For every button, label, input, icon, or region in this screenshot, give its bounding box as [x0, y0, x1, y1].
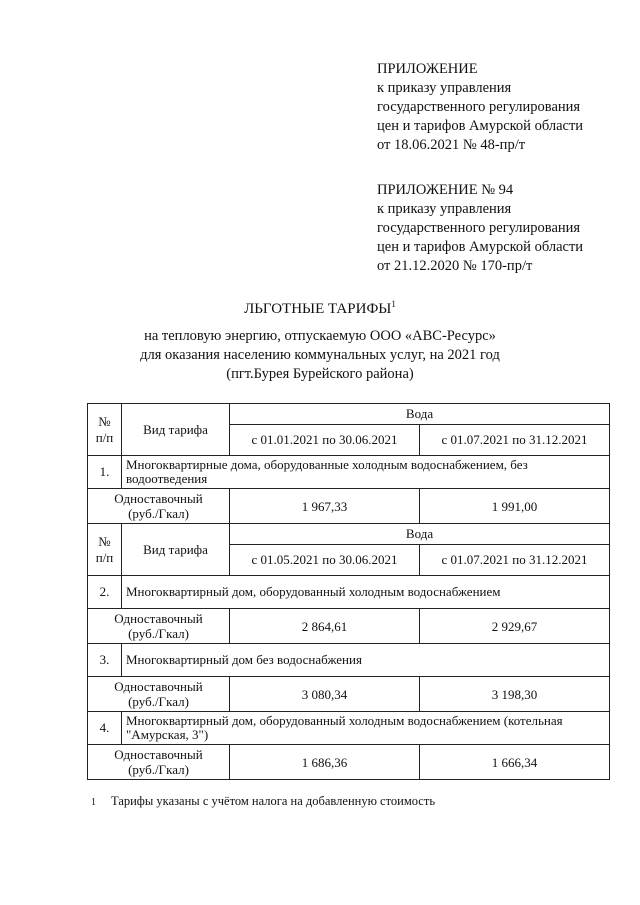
header-group: Вода: [230, 404, 610, 425]
header-type: Вид тарифа: [122, 404, 230, 456]
table-row: [88, 745, 610, 780]
table-header-row: [88, 524, 610, 545]
subtitle-line: (пгт.Бурея Бурейского района): [226, 366, 414, 382]
section-num: 4.: [88, 712, 122, 745]
table-row: [88, 576, 610, 609]
appendix-line: от 21.12.2020 № 170-пр/т: [377, 258, 533, 274]
title-text: ЛЬГОТНЫЕ ТАРИФЫ: [244, 301, 392, 317]
table-row: [88, 456, 610, 489]
section-name: Многоквартирные дома, оборудованные холодным водоснабжением, без водоотведения: [122, 456, 610, 489]
appendix-line: государственного регулирования: [377, 99, 581, 115]
table-row: [88, 644, 610, 677]
title-footnote-mark: 1: [391, 299, 396, 309]
header-num: № п/п: [88, 404, 122, 456]
appendix-line: цен и тарифов Амурской области: [377, 118, 584, 134]
rate-value-1: 1 967,33: [230, 489, 420, 524]
appendix-heading: ПРИЛОЖЕНИЕ № 94: [377, 182, 514, 198]
appendix-line: к приказу управления: [377, 201, 512, 217]
appendix-block-2: [377, 181, 583, 276]
rate-value-2: 1 991,00: [419, 489, 609, 524]
header-period-2: с 01.07.2021 по 31.12.2021: [419, 425, 609, 456]
appendix-line: от 18.06.2021 № 48-пр/т: [377, 137, 526, 153]
header-group: Вода: [230, 524, 610, 545]
footnote: [91, 794, 435, 809]
header-period-2: с 01.07.2021 по 31.12.2021: [419, 545, 609, 576]
section-num: 2.: [88, 576, 122, 609]
table-row: [88, 712, 610, 745]
section-name: Многоквартирный дом, оборудованный холодным водоснабжением (котельная "Амурская, 3"): [122, 712, 610, 745]
section-name: Многоквартирный дом без водоснабжения: [122, 644, 610, 677]
table-row: [88, 489, 610, 524]
subtitle-line: для оказания населению коммунальных услуг, на 2021 год: [140, 347, 500, 363]
appendix-heading: ПРИЛОЖЕНИЕ: [377, 61, 478, 77]
appendix-line: к приказу управления: [377, 80, 512, 96]
section-num: 1.: [88, 456, 122, 489]
rate-value-1: 3 080,34: [230, 677, 420, 712]
appendix-line: государственного регулирования: [377, 220, 581, 236]
header-num: № п/п: [88, 524, 122, 576]
appendix-block-1: [377, 60, 583, 155]
rate-label: Одноставочный (руб./Гкал): [88, 609, 230, 644]
rate-label: Одноставочный (руб./Гкал): [88, 677, 230, 712]
rate-value-1: 1 686,36: [230, 745, 420, 780]
footnote-text: Тарифы указаны с учётом налога на добавленную стоимость: [111, 794, 436, 808]
rate-value-2: 3 198,30: [419, 677, 609, 712]
table-row: [88, 677, 610, 712]
header-period-1: с 01.01.2021 по 30.06.2021: [230, 425, 420, 456]
table-row: [88, 609, 610, 644]
footnote-mark: 1: [91, 797, 96, 808]
rate-value-2: 2 929,67: [419, 609, 609, 644]
section-name: Многоквартирный дом, оборудованный холодным водоснабжением: [122, 576, 610, 609]
rate-label: Одноставочный (руб./Гкал): [88, 489, 230, 524]
appendix-line: цен и тарифов Амурской области: [377, 239, 584, 255]
table-header-row: [88, 404, 610, 425]
document-title: [0, 299, 640, 318]
header-type: Вид тарифа: [122, 524, 230, 576]
subtitle-line: на тепловую энергию, отпускаемую ООО «АВС-Ресурс»: [144, 328, 496, 344]
rate-label: Одноставочный (руб./Гкал): [88, 745, 230, 780]
tariff-table: [87, 403, 610, 780]
section-num: 3.: [88, 644, 122, 677]
rate-value-2: 1 666,34: [419, 745, 609, 780]
document-subtitle: [0, 327, 640, 384]
header-period-1: с 01.05.2021 по 30.06.2021: [230, 545, 420, 576]
rate-value-1: 2 864,61: [230, 609, 420, 644]
